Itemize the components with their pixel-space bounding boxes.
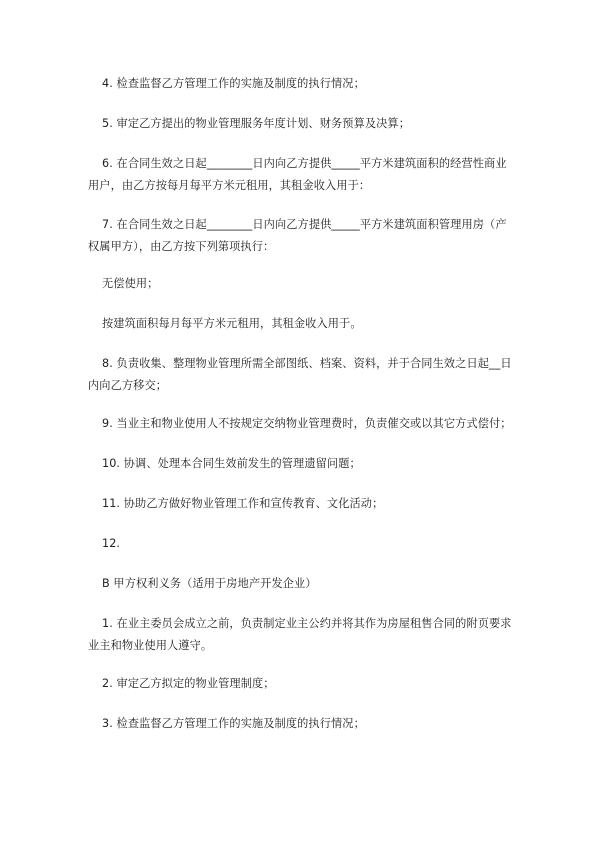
paragraph-item-9: 9. 当业主和物业使用人不按规定交纳物业管理费时，负责催交或以其它方式偿付；: [102, 417, 512, 430]
paragraph-item-8: 8. 负责收集、整理物业管理所需全部图纸、档案、资料，并于合同生效之日起__日内向乙方移交；: [88, 357, 512, 392]
section-heading-b: B 甲方权利义务（适用于房地产开发企业）: [102, 577, 317, 590]
paragraph-item-4: 4. 检查监督乙方管理工作的实施及制度的执行情况；: [102, 77, 365, 90]
paragraph-item-6: 6. 在合同生效之日起________日内向乙方提供_____平方米建筑面积的经营性商业用户，由乙方按每月每平方米元租用，其租金收入用于：: [88, 157, 507, 192]
paragraph-free-use: 无偿使用；: [102, 277, 159, 290]
paragraph-b-item-3: 3. 检查监督乙方管理工作的实施及制度的执行情况；: [102, 717, 365, 730]
paragraph-b-item-2: 2. 审定乙方拟定的物业管理制度；: [102, 677, 275, 690]
paragraph-item-10: 10. 协调、处理本合同生效前发生的管理遗留问题；: [102, 457, 361, 470]
paragraph-item-5: 5. 审定乙方提出的物业管理服务年度计划、财务预算及决算；: [102, 117, 411, 130]
paragraph-b-item-1: 1. 在业主委员会成立之前，负责制定业主公约并将其作为房屋租售合同的附页要求业主和物业使用人遵守。: [88, 617, 512, 652]
paragraph-item-12: 12.: [102, 537, 121, 550]
paragraph-rent-use: 按建筑面积每月每平方米元租用，其租金收入用于。: [102, 317, 362, 330]
paragraph-item-7: 7. 在合同生效之日起________日内向乙方提供_____平方米建筑面积管理用房（产权属甲方），由乙方按下列第项执行：: [88, 218, 507, 253]
paragraph-item-11: 11. 协助乙方做好物业管理工作和宣传教育、文化活动；: [102, 497, 384, 510]
